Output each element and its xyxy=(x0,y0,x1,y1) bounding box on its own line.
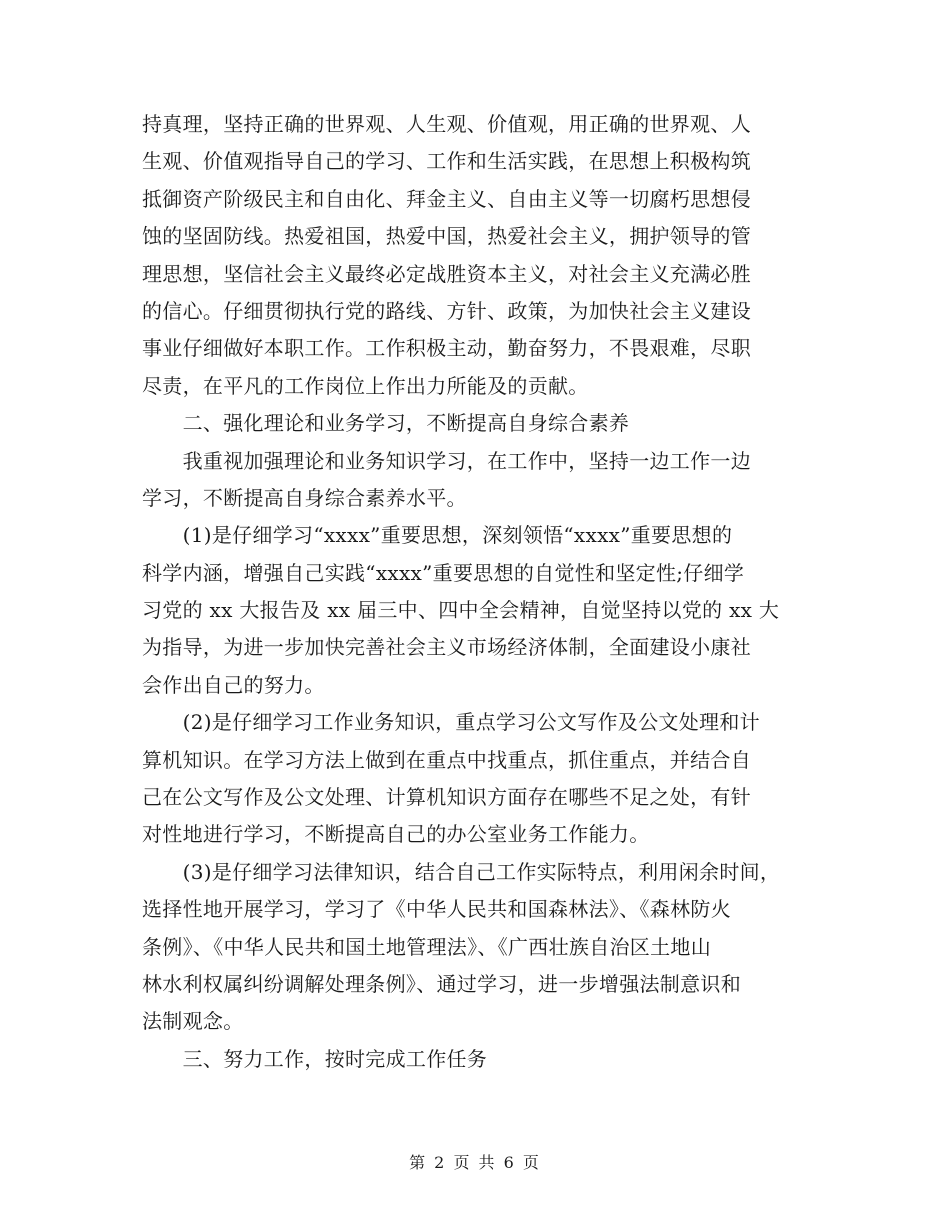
text-line: 习党的 xx 大报告及 xx 届三中、四中全会精神，自觉坚持以党的 xx 大 xyxy=(142,598,780,623)
text-line: 抵御资产阶级民主和自由化、拜金主义、自由主义等一切腐朽思想侵 xyxy=(142,186,751,211)
page-number-footer: 第 2 页 共 6 页 xyxy=(409,1153,541,1172)
text-line: 条例》、《中华人民共和国土地管理法》、《广西壮族自治区土地山 xyxy=(142,934,711,959)
section-heading: 二、强化理论和业务学习，不断提高自身综合素养 xyxy=(142,411,630,436)
text-line: 选择性地开展学习，学习了《中华人民共和国森林法》、《森林防火 xyxy=(142,897,731,922)
text-line: 持真理，坚持正确的世界观、人生观、价值观，用正确的世界观、人 xyxy=(142,112,751,136)
text-line: 的信心。仔细贯彻执行党的路线、方针、政策，为加快社会主义建设 xyxy=(142,298,751,323)
text-line: (1)是仔细学习“xxxx”重要思想，深刻领悟“xxxx”重要思想的 xyxy=(142,523,733,548)
text-line: 对性地进行学习，不断提高自己的办公室业务工作能力。 xyxy=(142,822,650,847)
text-line: 我重视加强理论和业务知识学习，在工作中，坚持一边工作一边 xyxy=(142,448,751,473)
text-line: 事业仔细做好本职工作。工作积极主动，勤奋努力，不畏艰难，尽职 xyxy=(142,336,751,361)
text-line: 尽责，在平凡的工作岗位上作出力所能及的贡献。 xyxy=(142,373,589,398)
text-line: 科学内涵，增强自己实践“xxxx”重要思想的自觉性和坚定性;仔细学 xyxy=(142,560,745,585)
text-line: (2)是仔细学习工作业务知识，重点学习公文写作及公文处理和计 xyxy=(142,710,760,735)
text-line: 理思想，坚信社会主义最终必定战胜资本主义，对社会主义充满必胜 xyxy=(142,261,751,286)
section-heading: 三、努力工作，按时完成工作任务 xyxy=(142,1046,488,1071)
document-body xyxy=(142,106,822,1078)
text-line: 学习，不断提高自身综合素养水平。 xyxy=(142,485,467,510)
text-line: 林水利权属纠纷调解处理条例》、通过学习，进一步增强法制意识和 xyxy=(142,971,741,996)
text-line: 生观、价值观指导自己的学习、工作和生活实践，在思想上积极构筑 xyxy=(142,149,751,174)
text-line: 法制观念。 xyxy=(142,1009,244,1034)
text-line: (3)是仔细学习法律知识，结合自己工作实际特点，利用闲余时间， xyxy=(142,859,781,884)
text-line: 为指导，为进一步加快完善社会主义市场经济体制，全面建设小康社 xyxy=(142,635,751,660)
text-line: 算机知识。在学习方法上做到在重点中找重点，抓住重点，并结合自 xyxy=(142,747,751,772)
text-line: 己在公文写作及公文处理、计算机知识方面存在哪些不足之处，有针 xyxy=(142,785,751,810)
text-line: 会作出自己的努力。 xyxy=(142,672,325,697)
text-line: 蚀的坚固防线。热爱祖国，热爱中国，热爱社会主义，拥护领导的管 xyxy=(142,224,751,249)
